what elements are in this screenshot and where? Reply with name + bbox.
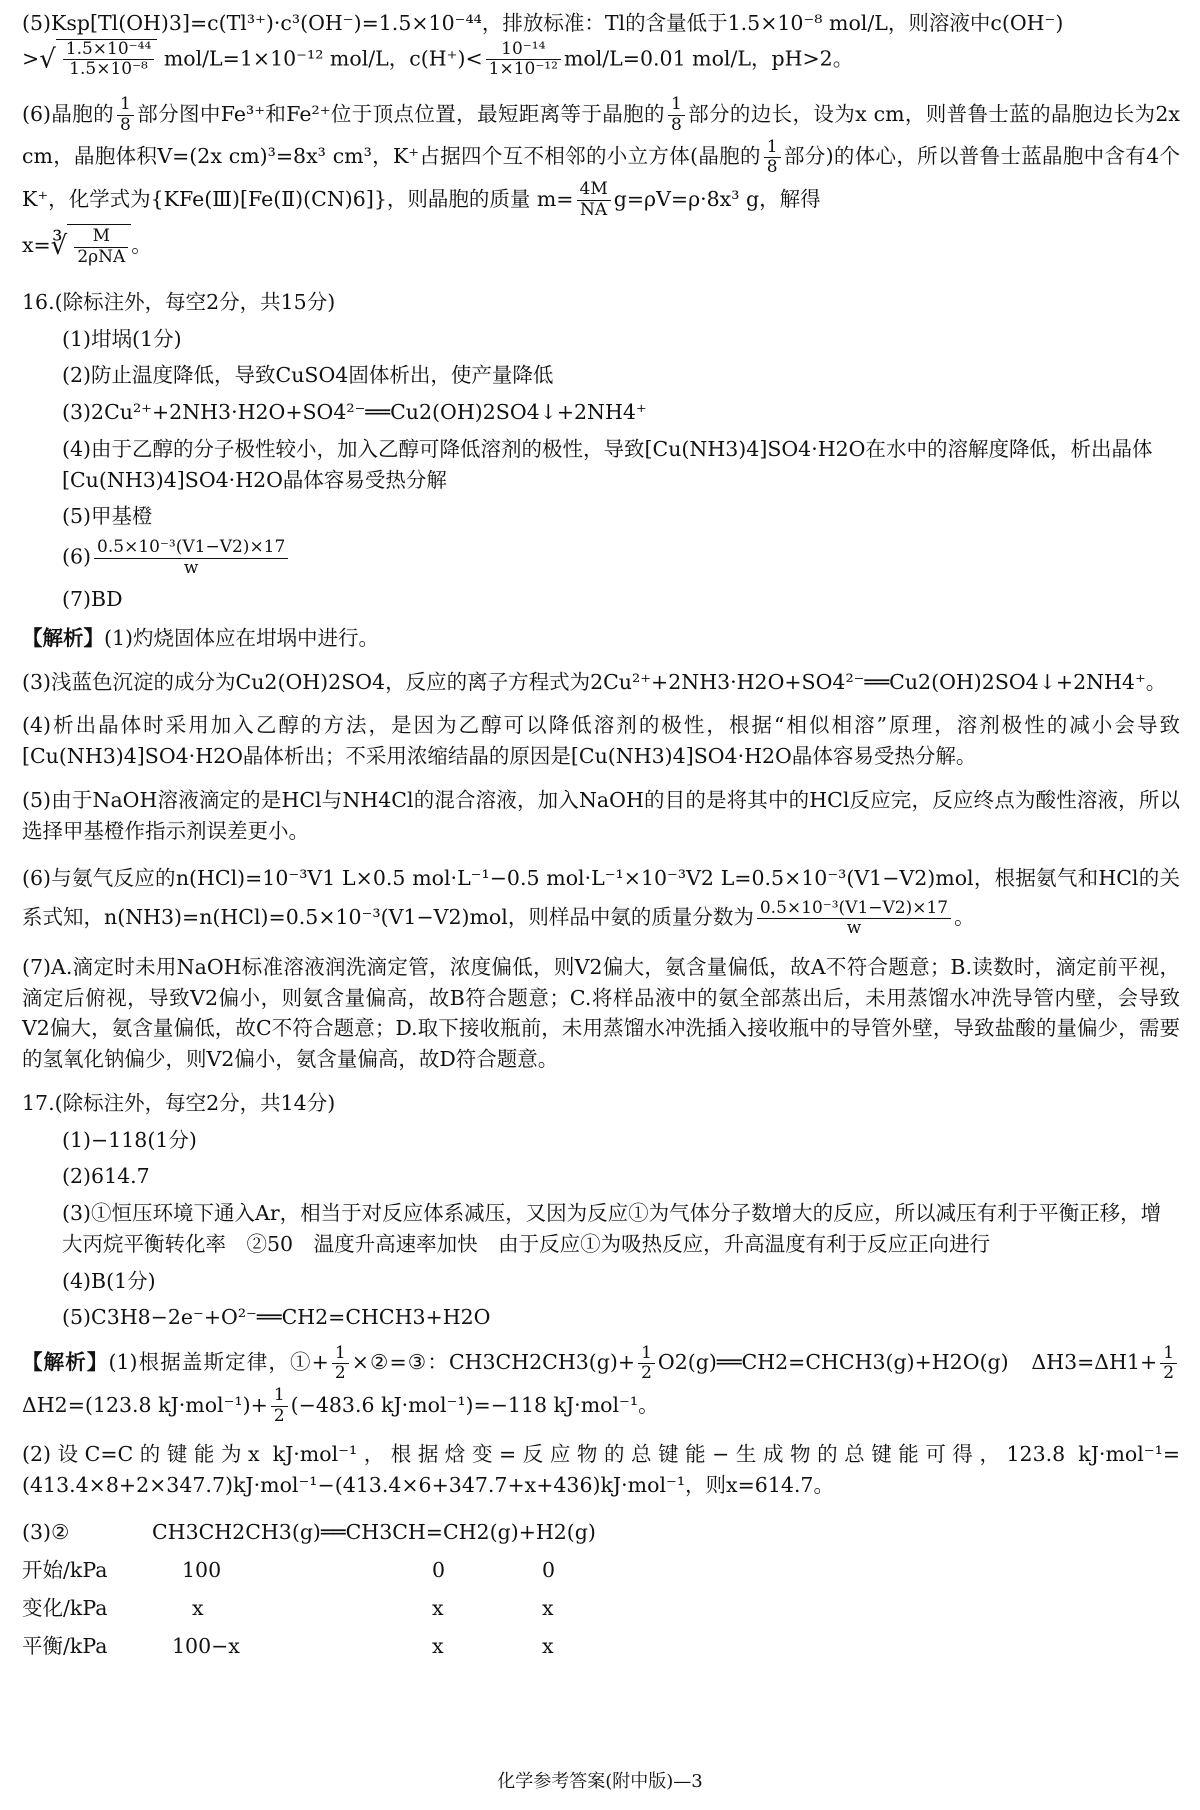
frac-den: 2 — [1163, 1363, 1175, 1384]
q17-a2: (2)614.7 — [62, 1164, 150, 1189]
frac-num: 1 — [638, 1344, 655, 1365]
page-content — [22, 8, 1180, 1666]
ice-row-name: 变化/kPa — [22, 1596, 108, 1621]
q17-e1-b: ×②=③：CH3CH2CH3(g)+ — [351, 1350, 636, 1375]
frac-den: w — [846, 918, 862, 939]
ice-cell: 100−x — [172, 1634, 240, 1659]
frac-half — [1160, 1344, 1177, 1384]
frac-one-eighth — [117, 95, 134, 135]
ice-reactant: CH3CH2CH3(g) — [152, 1520, 321, 1545]
q16-e6-text: (6)与氨气反应的n(HCl)=10⁻³V1 L×0.5 mol·L⁻¹−0.5 mol·L⁻¹×10⁻³V2 L=0.5×10⁻³(V1−V2)mol，根据氨气和HCl的关系式知，n(NH3)=n(HCl)=0.5×10⁻³(V1−V2)mol，则样品中氨的质量分数为 — [22, 866, 1180, 930]
frac-num: M — [74, 227, 128, 248]
frac-num: 1 — [332, 1344, 349, 1365]
ice-row-name: 平衡/kPa — [22, 1634, 108, 1659]
frac-den: 8 — [766, 157, 778, 178]
ice-cell: x — [432, 1634, 444, 1659]
ice-cell: 0 — [542, 1558, 556, 1583]
q15-6-root — [67, 224, 131, 268]
q17-a3: (3)①恒压环境下通入Ar，相当于对反应体系减压，又因为反应①为气体分子数增大的反应，所以减压有利于平衡正移，增大丙烷平衡转化率 ②50 温度升高速率加快 由于反应①为吸热反应，升高温度有利于反应正向进行 — [62, 1201, 1162, 1256]
q16-e7: (7)A.滴定时未用NaOH标准溶液润洗滴定管，浓度偏低，则V2偏大，氨含量偏低，故A不符合题意；B.读数时，滴定前平视，滴定后俯视，导致V2偏小，则氨含量偏高，故B符合题意；C.将样品液中的氨全部蒸出后，未用蒸馏水冲洗导管内壁，会导致V2偏大，氨含量偏低，故C不符合题意；D.取下接收瓶前，未用蒸馏水冲洗插入接收瓶中的导管外壁，导致盐酸的量偏少，需要的氢氧化钠偏少，则V2偏小，氨含量偏高，故D符合题意。 — [22, 954, 1180, 1072]
q16-a6-frac — [94, 538, 288, 578]
frac-num: 1 — [271, 1386, 288, 1407]
frac-den: 8 — [120, 114, 131, 135]
q17-e1-c: O2(g)══CH2=CHCH3(g)+H2O(g) ΔH3=ΔH1+ — [657, 1350, 1158, 1375]
frac-mass — [577, 180, 611, 220]
ice-cell: 100 — [182, 1558, 222, 1583]
ice-cell: x — [542, 1596, 554, 1621]
q15-6-end: 。 — [131, 233, 152, 258]
frac-den: 2 — [273, 1405, 285, 1426]
frac-num: 1 — [117, 95, 134, 116]
ice-equation — [152, 1514, 662, 1552]
q17-a4: (4)B(1分) — [62, 1268, 156, 1293]
ice-eq: ══ — [320, 1520, 346, 1545]
q17-e1-a: (1)根据盖斯定律，①+ — [108, 1350, 329, 1375]
q15-6-b: 部分图中Fe³⁺和Fe²⁺位于顶点位置，最短距离等于晶胞的 — [136, 101, 665, 126]
ice-cell: x — [432, 1596, 444, 1621]
q15-5-line1: (5)Ksp[Tl(OH)3]=c(Tl³⁺)·c³(OH⁻)=1.5×10⁻⁴⁴，排放标准：Tl的含量低于1.5×10⁻⁸ mol/L，则溶液中c(OH⁻) — [22, 11, 1064, 35]
q16-a2: (2)防止温度降低，导致CuSO4固体析出，使产量降低 — [62, 363, 554, 388]
frac-den: 1.5×10⁻⁸ — [69, 59, 148, 80]
q16-a5: (5)甲基橙 — [62, 504, 153, 529]
q16-e4: (4)析出晶体时采用加入乙醇的方法，是因为乙醇可以降低溶剂的极性，根据“相似相溶”原理，溶剂极性的减小会导致[Cu(NH3)4]SO4·H2O晶体析出；不采用浓缩结晶的原因是[Cu(NH3)4]SO4·H2O晶体容易受热分解。 — [22, 713, 1180, 769]
frac-den: 2 — [334, 1363, 346, 1384]
frac-x — [74, 227, 128, 267]
q15-5-sqrt-frac — [63, 40, 155, 80]
q16-e6-end: 。 — [954, 905, 975, 930]
q17-header: 17.(除标注外，每空2分，共14分) — [22, 1090, 336, 1115]
analysis-tag: 【解析】 — [22, 1350, 109, 1375]
frac-half — [638, 1344, 655, 1384]
frac-den: 2ρNA — [77, 246, 126, 267]
ice-table — [22, 1514, 662, 1666]
q16-e1 — [22, 623, 1180, 654]
frac-half — [332, 1344, 349, 1384]
q16-a4: (4)由于乙醇的分子极性较小，加入乙醇可降低溶剂的极性，导致[Cu(NH3)4]SO4·H2O在水中的溶解度降低，析出晶体 [Cu(NH3)4]SO4·H2O晶体容易受热分解 — [62, 436, 1173, 492]
q15-5-frac — [486, 40, 561, 80]
ice-products: CH3CH=CH2(g)+H2(g) — [345, 1520, 596, 1545]
q15-6 — [22, 93, 1180, 274]
frac-den: w — [183, 557, 199, 578]
q15-6-a: (6)晶胞的 — [22, 101, 115, 126]
ice-row-name: 开始/kPa — [22, 1558, 108, 1583]
frac-den: 8 — [670, 114, 682, 135]
frac-num: 1 — [764, 138, 781, 159]
frac-den: 1×10⁻¹² — [488, 59, 558, 80]
table-row — [22, 1628, 662, 1666]
q16-a3: (3)2Cu²⁺+2NH3·H2O+SO4²⁻══Cu2(OH)2SO4↓+2NH4⁺ — [62, 400, 647, 425]
q15-5-tail: mol/L=0.01 mol/L，pH>2。 — [563, 46, 854, 71]
q16-a1: (1)坩埚(1分) — [62, 326, 182, 351]
cube-root-sign-icon: ∛ — [50, 231, 68, 262]
q16-e5: (5)由于NaOH溶液滴定的是HCl与NH4Cl的混合溶液，加入NaOH的目的是将其中的HCl反应完，反应终点为酸性溶液，所以选择甲基橙作指示剂误差更小。 — [22, 787, 1180, 843]
q17-e2: (2)设C=C的键能为x kJ·mol⁻¹，根据焓变=反应物的总键能−生成物的总键能可得，123.8 kJ·mol⁻¹=(413.4×8+2×347.7)kJ·mol⁻¹−(413.4×6+347.7+x+436)kJ·mol⁻¹，则x=614.7。 — [22, 1442, 1180, 1497]
q16-a7: (7)BD — [62, 587, 123, 612]
q16-e3: (3)浅蓝色沉淀的成分为Cu2(OH)2SO4，反应的离子方程式为2Cu²⁺+2NH3·H2O+SO4²⁻══Cu2(OH)2SO4↓+2NH4⁺。 — [22, 669, 1167, 694]
frac-num: 1 — [668, 95, 685, 116]
frac-num: 1 — [1160, 1344, 1177, 1365]
table-row — [22, 1590, 662, 1628]
frac-num: 10⁻¹⁴ — [486, 40, 561, 61]
q16-e6 — [22, 859, 1180, 938]
q17-e1-d: ΔH2=(123.8 kJ·mol⁻¹)+ — [22, 1392, 268, 1417]
q15-6-e: g=ρV=ρ·8x³ g，解得 — [613, 186, 821, 211]
ice-cell: x — [192, 1596, 204, 1621]
frac-den: NA — [580, 199, 608, 220]
frac-one-eighth — [668, 95, 685, 135]
q16-e1-text: (1)灼烧固体应在坩埚中进行。 — [104, 625, 380, 650]
ice-equation-row — [22, 1514, 662, 1552]
frac-num: 0.5×10⁻³(V1−V2)×17 — [757, 899, 951, 920]
q15-6-x: x= — [22, 233, 51, 258]
q17-e1-e: (−483.6 kJ·mol⁻¹)=−118 kJ·mol⁻¹。 — [290, 1392, 659, 1417]
ice-cell: 0 — [432, 1558, 446, 1583]
q17-a5: (5)C3H8−2e⁻+O²⁻══CH2=CHCH3+H2O — [62, 1305, 491, 1330]
frac-half — [271, 1386, 288, 1426]
frac-den: 2 — [641, 1363, 652, 1384]
frac-num: 1.5×10⁻⁴⁴ — [63, 40, 155, 61]
q15-5-mid: mol/L=1×10⁻¹² mol/L，c(H⁺)< — [163, 46, 483, 71]
page-footer: 化学参考答案(附中版)—3 — [497, 1771, 703, 1792]
frac-num: 4M — [577, 180, 611, 201]
q16-a6-label: (6) — [62, 544, 92, 569]
q15-6-c: 部分的边长，设为x cm，则普鲁士蓝的晶胞边长为2x cm，晶胞体积V=(2x cm)³=8x³ cm³，K⁺占据四个互不相邻的小立方体(晶胞的 — [22, 101, 1180, 169]
q17-e1 — [22, 1341, 1180, 1426]
table-row — [22, 1552, 662, 1590]
q15-5 — [22, 8, 1180, 80]
frac-num: 0.5×10⁻³(V1−V2)×17 — [94, 538, 288, 559]
q15-6-d: 部分)的体心，所以普鲁士蓝晶胞中含有4个K⁺，化学式为{KFe(Ⅲ)[Fe(Ⅱ)(CN)6]}，则晶胞的质量 m= — [22, 144, 1180, 211]
sqrt-sign-icon: √ — [39, 44, 56, 75]
q17-a1: (1)−118(1分) — [62, 1127, 197, 1152]
frac-one-eighth — [764, 138, 781, 178]
ice-label: (3)② — [22, 1520, 70, 1545]
q16-e6-frac — [757, 899, 951, 939]
analysis-tag: 【解析】 — [22, 625, 104, 650]
q16-a6 — [62, 538, 1180, 578]
ice-cell: x — [542, 1634, 554, 1659]
q15-5-sqrt — [56, 39, 158, 80]
q15-5-gt: > — [22, 46, 40, 71]
q16-header: 16.(除标注外，每空2分，共15分) — [22, 289, 336, 314]
